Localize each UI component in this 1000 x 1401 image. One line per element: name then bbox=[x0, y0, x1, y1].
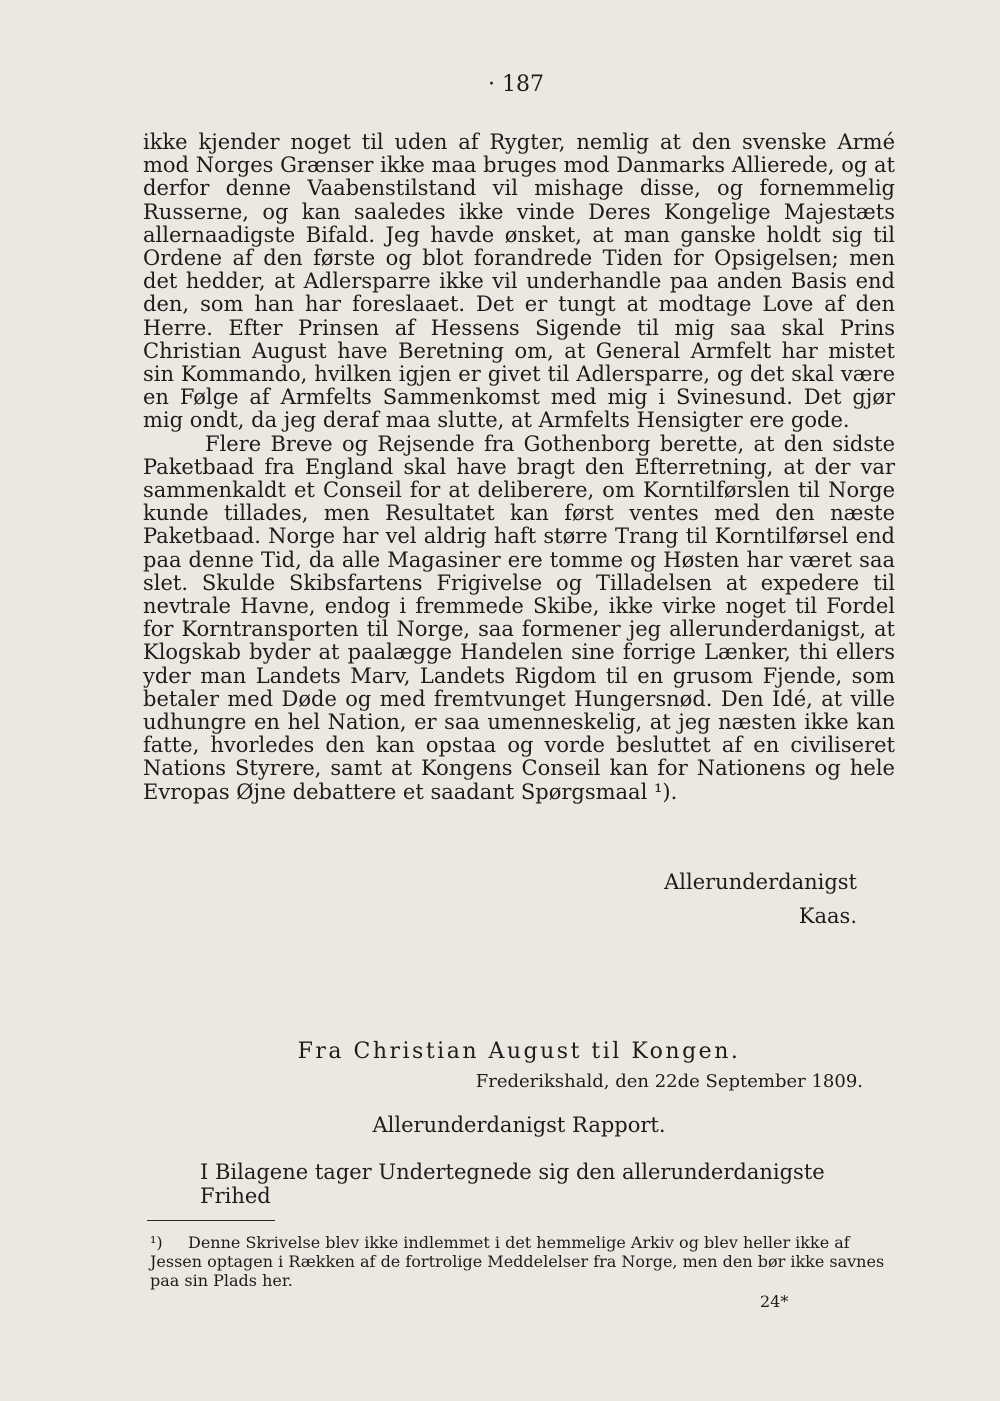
next-letter-dateline: Frederikshald, den 22de September 1809. bbox=[475, 1071, 863, 1092]
next-letter-opening: I Bilagene tager Undertegnede sig den allerunderdanigste Frihed bbox=[200, 1160, 825, 1208]
paragraph-2: Flere Breve og Rejsende fra Gothenborg berette, at den sidste Paketbaad fra England skal have bragt den Efterretning, at der var sammenkaldt et Conseil for at deliberere, om Korntilførslen til Norge kunde tillades, men Resultatet kan først ventes med den næste Paketbaad. Norge har vel aldrig haft større Trang til Korntilførsel end paa denne Tid, da alle Magasiner ere tomme og Høsten har været saa slet. Skulde Skibsfartens Frigivelse og Tilladelsen at expedere til nevtrale Havne, endog i fremmede Skibe, ikke virke noget til Fordel for Korntransporten til Norge, saa formener jeg allerunderdanigst, at Klogskab byder at paalægge Handelen sine forrige Lænker, thi ellers yder man Landets Marv, Landets Rigdom til en grusom Fjende, som betaler med Døde og med fremtvunget Hungersnød. Den Idé, at ville udhungre en hel Nation, er saa umenneskelig, at jeg næsten ikke kan fatte, hvorledes den kan opstaa og vorde besluttet af en civiliseret Nations Styrere, samt at Kongens Conseil kan for Nationens og hele Evropas Øjne debattere et saadant Spørgsmaal ¹). bbox=[143, 431, 895, 804]
next-letter-subheading: Allerunderdanigst Rapport. bbox=[372, 1113, 666, 1137]
footnote-marker: ¹) bbox=[150, 1233, 163, 1252]
footnote-text: Denne Skrivelse blev ikke indlemmet i det hemmelige Arkiv og blev heller ikke af Jessen optagen i Rækken af de fortrolige Meddelelser fra Norge, men den bør ikke savnes paa sin Plads her. bbox=[150, 1233, 885, 1290]
closing-signature: Kaas. bbox=[798, 904, 857, 928]
paragraph-1: ikke kjender noget til uden af Rygter, nemlig at den svenske Armé mod Norges Grænser ikke maa bruges mod Danmarks Allierede, og at derfor denne Vaabenstilstand vil mishage disse, og fornemmelig Russerne, og kan saaledes ikke vinde Deres Kongelige Majestæts allernaadigste Bifald. Jeg havde ønsket, at man ganske holdt sig til Ordene af den første og blot forandrede Tiden for Opsigelsen; men det hedder, at Adlersparre ikke vil underhandle paa anden Basis end den, som han har foreslaaet. Det er tungt at modtage Love af den Herre. Efter Prinsen af Hessens Sigende til mig saa skal Prins Christian August have Beretning om, at General Armfelt har mistet sin Kommando, hvilken igjen er givet til Adlersparre, og det skal være en Følge af Armfelts Sammenkomst med mig i Svinesund. Det gjør mig ondt, da jeg deraf maa slutte, at Armfelts Hensigter ere gode. bbox=[143, 130, 895, 433]
next-letter-heading: Fra Christian August til Kongen. bbox=[297, 1039, 741, 1064]
closing-salutation: Allerunderdanigst bbox=[664, 870, 857, 894]
footnote bbox=[150, 1233, 895, 1290]
footnote-divider bbox=[147, 1220, 275, 1221]
printer-signature-mark: 24* bbox=[760, 1292, 789, 1311]
page-number: · 187 bbox=[488, 72, 544, 97]
letter-body-text bbox=[143, 131, 895, 804]
